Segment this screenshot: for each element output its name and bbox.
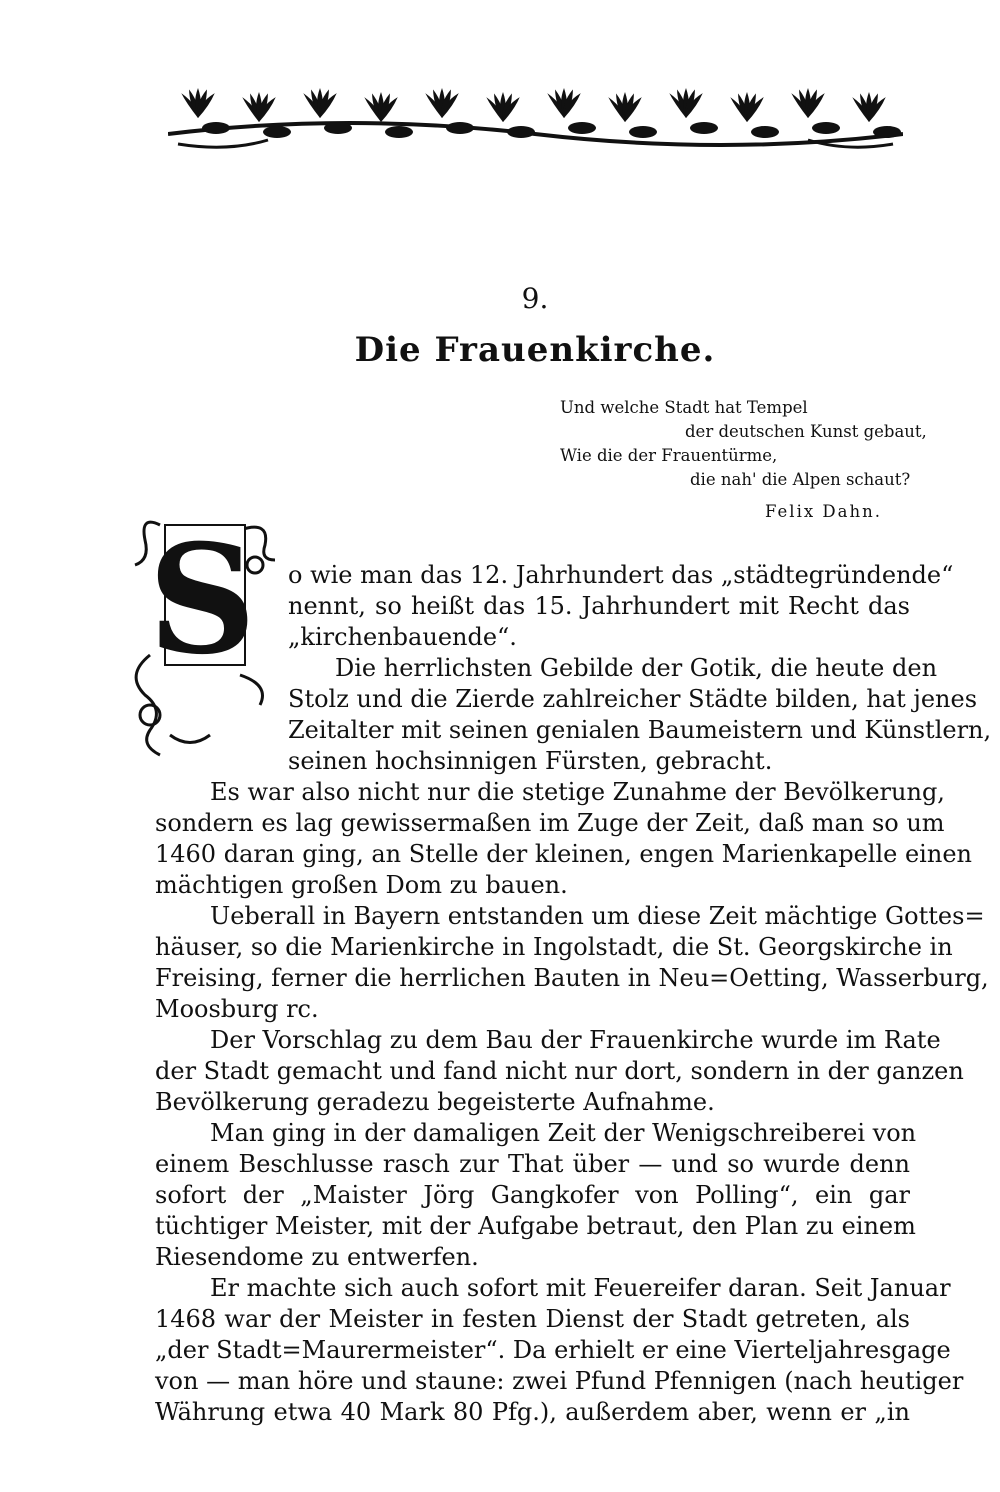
- text-line: der Stadt gemacht und fand nicht nur dort, sondern in der ganzen: [155, 1057, 964, 1085]
- text-line: Währung etwa 40 Mark 80 Pfg.), außerdem aber, wenn er „in: [155, 1398, 910, 1426]
- flower-motif: [791, 88, 840, 134]
- text-line: Stolz und die Zierde zahlreicher Städte bilden, hat jenes: [288, 685, 978, 713]
- text-line: häuser, so die Marienkirche in Ingolstadt, die St. Georgskirche in: [155, 933, 953, 961]
- text-line: seinen hochsinnigen Fürsten, gebracht.: [288, 747, 773, 775]
- text-line: Er machte sich auch sofort mit Feuereifer daran. Seit Januar: [210, 1274, 951, 1302]
- epigraph: [560, 396, 927, 524]
- text-line: Freising, ferner die herrlichen Bauten in Neu=Oetting, Wasserburg,: [155, 964, 989, 992]
- flower-motif: [669, 88, 718, 134]
- epigraph-line: die nah' die Alpen schaut?: [690, 470, 911, 489]
- text-line: Man ging in der damaligen Zeit der Wenigschreiberei von: [210, 1119, 917, 1147]
- text-line: Zeitalter mit seinen genialen Baumeistern und Künstlern,: [288, 716, 992, 744]
- chapter-title: Die Frauenkirche.: [354, 330, 716, 370]
- text-line: Moosburg rc.: [155, 995, 319, 1023]
- flower-motif: [852, 92, 901, 138]
- text-line: sofort der „Maister Jörg Gangkofer von Polling“, ein gar: [155, 1181, 910, 1209]
- text-line: Der Vorschlag zu dem Bau der Frauenkirche wurde im Rate: [210, 1026, 941, 1054]
- flower-motif: [730, 92, 779, 138]
- flower-motif: [303, 88, 352, 134]
- flower-motif: [181, 88, 230, 134]
- epigraph-line: Und welche Stadt hat Tempel: [560, 398, 808, 417]
- floral-border-ornament: [168, 82, 903, 162]
- text-line: 1468 war der Meister in festen Dienst der Stadt getreten, als: [155, 1305, 910, 1333]
- text-line: sondern es lag gewissermaßen im Zuge der Zeit, daß man so um: [155, 809, 945, 837]
- text-line: einem Beschlusse rasch zur That über — und so wurde denn: [155, 1150, 910, 1178]
- text-line: mächtigen großen Dom zu bauen.: [155, 871, 568, 899]
- flower-motif: [547, 88, 596, 134]
- text-line: Die herrlichsten Gebilde der Gotik, die heute den: [335, 654, 938, 682]
- drop-cap-letter: S: [148, 512, 257, 688]
- text-line: nennt, so heißt das 15. Jahrhundert mit Recht das: [288, 592, 910, 620]
- flower-motif: [242, 92, 291, 138]
- body-text: [155, 560, 992, 1428]
- text-line: Ueberall in Bayern entstanden um diese Zeit mächtige Gottes=: [210, 902, 985, 930]
- text-line: Es war also nicht nur die stetige Zunahme der Bevölkerung,: [210, 778, 945, 806]
- epigraph-line: Wie die der Frauentürme,: [560, 446, 778, 465]
- text-line: „der Stadt=Maurermeister“. Da erhielt er eine Vierteljahresgage: [155, 1336, 951, 1364]
- text-line: Riesendome zu entwerfen.: [155, 1243, 479, 1271]
- chapter-number: 9.: [521, 282, 549, 315]
- text-line: „kirchenbauende“.: [288, 623, 517, 651]
- text-line: tüchtiger Meister, mit der Aufgabe betraut, den Plan zu einem: [155, 1212, 916, 1240]
- epigraph-line: der deutschen Kunst gebaut,: [685, 422, 927, 441]
- flower-motif: [608, 92, 657, 138]
- text-line: 1460 daran ging, an Stelle der kleinen, engen Marienkapelle einen: [155, 840, 972, 868]
- epigraph-author: Felix Dahn.: [765, 502, 882, 521]
- text-line: Bevölkerung geradezu begeisterte Aufnahme.: [155, 1088, 715, 1116]
- text-line: von — man höre und staune: zwei Pfund Pfennigen (nach heutiger: [155, 1367, 964, 1395]
- flower-motif: [364, 92, 413, 138]
- text-line: o wie man das 12. Jahrhundert das „städtegründende“: [288, 561, 954, 589]
